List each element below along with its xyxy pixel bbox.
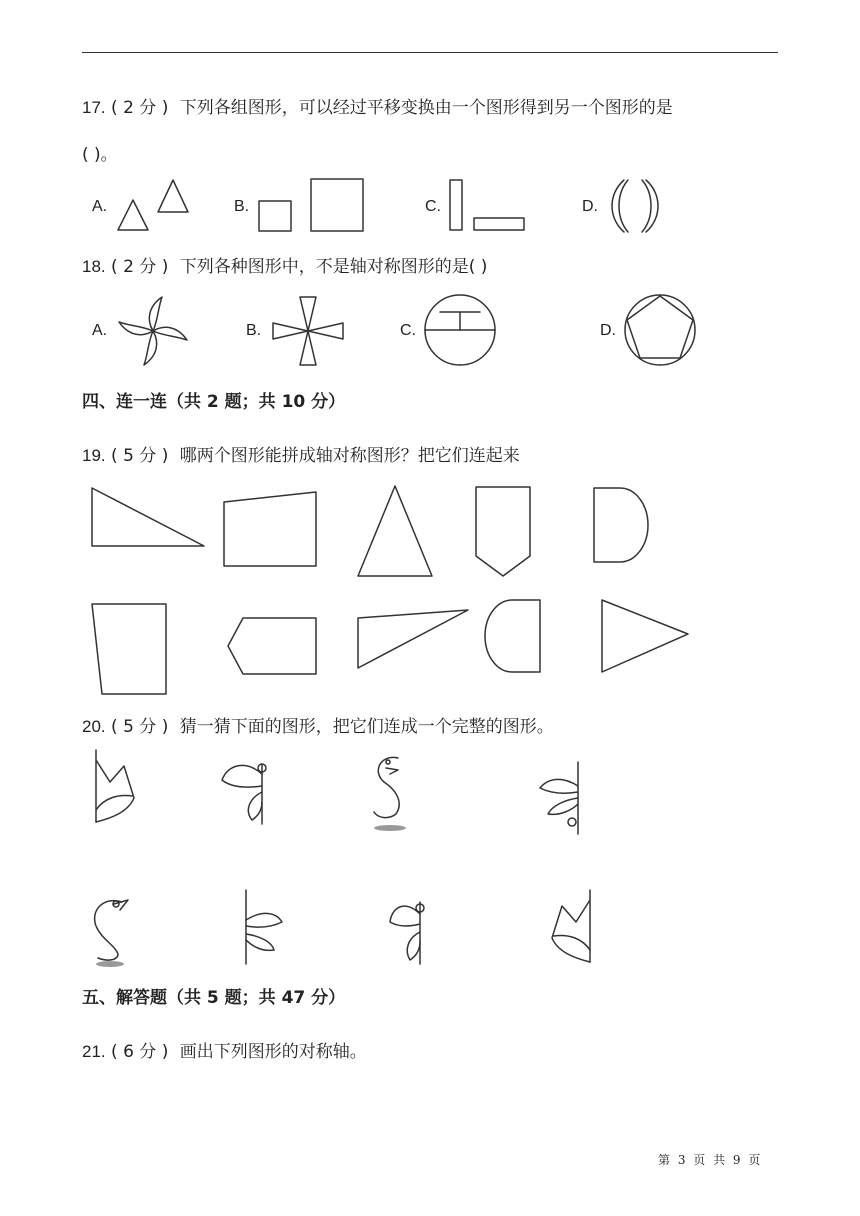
question-text: 哪两个图形能拼成轴对称图形？把它们连起来 xyxy=(179,446,520,466)
header-rule xyxy=(82,52,778,53)
half-duck-picture-mirrored xyxy=(95,900,128,967)
page-footer: 第 3 页 共 9 页 xyxy=(658,1153,761,1167)
question-number: 17. xyxy=(82,98,106,117)
q17-option-b-squares xyxy=(256,177,368,235)
q18-option-d-pentagon-in-circle xyxy=(622,292,698,368)
question-text: 下列各组图形，可以经过平移变换由一个图形得到另一个图形的是 xyxy=(179,98,673,118)
question-18 xyxy=(82,252,487,277)
option-b-label: B. xyxy=(234,198,250,215)
reversed-d-shape xyxy=(485,600,540,672)
section-heading: 五、解答题（共 5 题；共 47 分） xyxy=(82,988,346,1008)
question-number: 18. xyxy=(82,257,106,276)
option-c-label: C. xyxy=(425,198,441,215)
q18-option-b-cross xyxy=(270,294,346,368)
right-triangle-shape xyxy=(92,488,204,546)
question-score: ( 2 分 ) xyxy=(111,257,169,277)
question-19 xyxy=(82,441,520,466)
question-21 xyxy=(82,1037,367,1062)
half-duck-picture xyxy=(374,757,406,831)
question-score: ( 6 分 ) xyxy=(111,1042,169,1062)
q20-half-pictures-row-2 xyxy=(0,880,860,970)
q19-shapes-row-2 xyxy=(0,590,860,700)
question-number: 21. xyxy=(82,1042,106,1061)
question-number: 19. xyxy=(82,446,106,465)
option-d-label: D. xyxy=(582,198,598,215)
option-d-label: D. xyxy=(600,322,616,339)
isosceles-triangle-shape xyxy=(358,486,432,576)
half-tulip-picture-mirrored xyxy=(552,890,590,962)
q17-option-c-rectangles xyxy=(448,178,528,234)
option-b-label: B. xyxy=(246,322,262,339)
pentagon-arrow-shape xyxy=(476,487,530,576)
q20-half-pictures-row-1 xyxy=(0,740,860,840)
q19-shapes-row-1 xyxy=(0,480,860,590)
half-butterfly-picture xyxy=(222,764,266,824)
question-text: 下列各种图形中，不是轴对称图形的是( ) xyxy=(179,257,488,277)
q17-option-d-arcs xyxy=(606,178,668,234)
q17-option-a-triangles xyxy=(114,178,194,234)
half-dragonfly-picture xyxy=(540,762,578,834)
half-tulip-picture xyxy=(96,750,134,822)
question-17-answer-paren: ( )。 xyxy=(82,145,118,165)
option-a-label: A. xyxy=(92,322,108,339)
question-score: ( 2 分 ) xyxy=(111,98,169,118)
q18-option-c-circle xyxy=(422,292,498,368)
question-score: ( 5 分 ) xyxy=(111,717,169,737)
obtuse-triangle-shape xyxy=(358,610,468,668)
option-c-label: C. xyxy=(400,322,416,339)
hexagon-arrow-shape xyxy=(228,618,316,674)
question-17 xyxy=(82,93,673,118)
section-heading: 四、连一连（共 2 题；共 10 分） xyxy=(82,392,346,412)
trapezoid-tall-shape xyxy=(92,604,166,694)
half-dragonfly-picture-mirrored xyxy=(246,890,282,964)
q18-option-a-pinwheel xyxy=(116,294,190,368)
question-score: ( 5 分 ) xyxy=(111,446,169,466)
right-pointing-triangle-shape xyxy=(602,600,688,672)
question-text: 猜一猜下面的图形，把它们连成一个完整的图形。 xyxy=(179,717,554,737)
question-20 xyxy=(82,712,554,737)
trapezoid-shape xyxy=(224,492,316,566)
question-text: 画出下列图形的对称轴。 xyxy=(179,1042,367,1062)
question-number: 20. xyxy=(82,717,106,736)
d-shape xyxy=(594,488,648,562)
option-a-label: A. xyxy=(92,198,108,215)
half-butterfly-picture-mirrored xyxy=(390,902,424,964)
